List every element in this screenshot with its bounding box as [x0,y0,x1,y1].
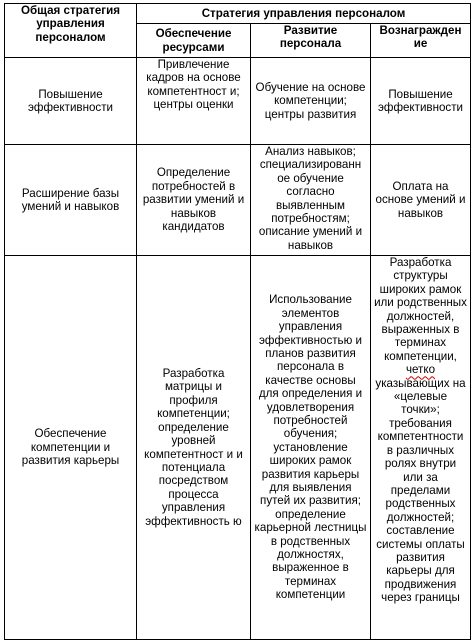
table-row [5,58,471,145]
cell-general: Расширение базы умений и навыков [5,145,137,256]
cell-general: Обеспечение компетенции и развития карьеры [5,256,137,640]
cell-general: Повышение эффективности [5,58,137,145]
subheader-development: Развитие персонала [251,24,371,58]
cell-development: Использование элементов управления эффективностью и планов развития персонала в качестве основы для определения и удовлетворения потребностей обучения; установление широких рамок развития карьеры для выявления путей их развития; определение карьерной лестницы в родственных должностях, выраженное в терминах компетенции [251,256,371,640]
table-row [5,145,471,256]
cell-development: Обучение на основе компетенции; центры развития [251,58,371,145]
cell-reward: Оплата на основе умений и навыков [371,145,471,256]
subheader-resources: Обеспечение ресурсами [137,24,251,58]
header-hr-strategy: Стратегия управления персоналом [137,4,471,24]
cell-resources: Определение потребностей в развитии умений и навыков кандидатов [137,145,251,256]
cell-resources: Привлечение кадров на основе компетентност и; центры оценки [137,58,251,145]
reward-text-start: Разработка структуры широких рамок или родственных должностей, выраженных в терминах компетенции, [374,256,467,363]
cell-reward [371,256,471,640]
header-general-strategy: Общая стратегия управления персоналом [5,4,137,58]
table-header-row [5,4,471,24]
spellcheck-flagged-word[interactable]: четко [405,363,436,377]
cell-resources: Разработка матрицы и профиля компетенции; определение уровней компетентност и и потенциала посредством процесса управления эффективность ю [137,256,251,640]
subheader-reward: Вознагражден ие [371,24,471,58]
strategy-table [4,3,471,640]
cell-development: Анализ навыков; специализированн ое обучение согласно выявленным потребностям; описание умений и навыков [251,145,371,256]
table-row [5,256,471,640]
cell-reward: Повышение эффективности [371,58,471,145]
reward-text-end: указывающих на «целевые точки»; требования компетентности в различных ролях внутри или за пределами родственных должностей; составление системы оплаты развития карьеры для продвижения через границы [375,376,466,605]
